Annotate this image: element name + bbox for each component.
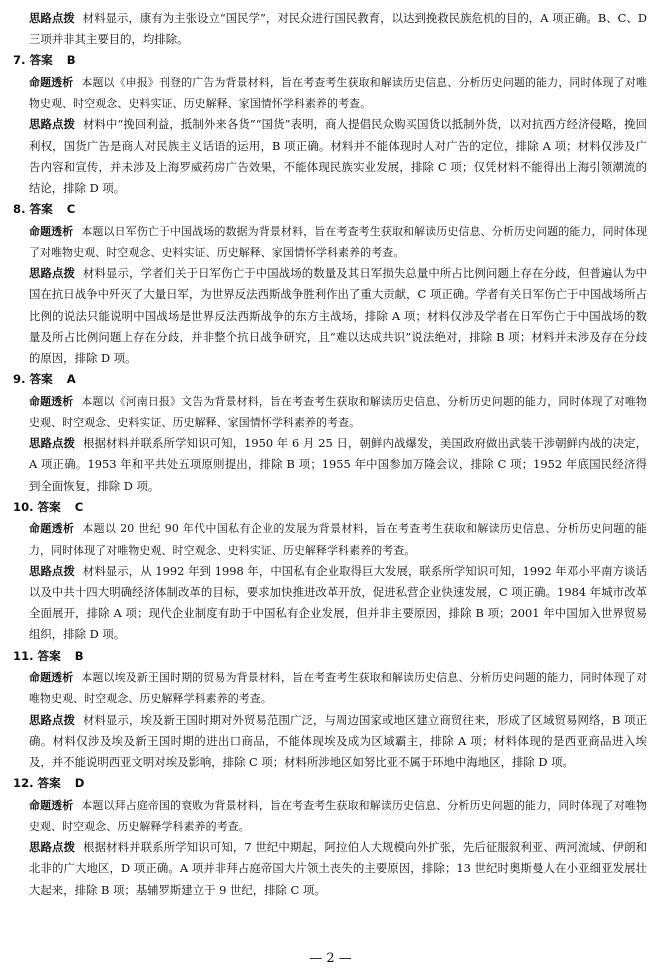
hint-para: [13, 837, 647, 901]
analysis-para: [13, 221, 647, 263]
question-number: 11.: [13, 648, 34, 663]
answer-line: [13, 773, 647, 795]
answer-line: [13, 369, 647, 391]
analysis-text: 本题以拜占庭帝国的衰败为背景材料，旨在考查考生获取和解读历史信息、分析历史问题的能力，同时体现了对唯物史观、时空观念、历史解释学科素养的考查。: [29, 798, 647, 834]
hint-para: [13, 561, 647, 646]
analysis-label: 命题透析: [29, 671, 74, 685]
answer-label: 答案: [29, 202, 53, 217]
hint-text: 材料中“挽回利益，抵制外来各货”“国货”表明，商人提倡民众购买国货以抵制外货，以对抗西方经济侵略，挽回利权，国货广告是商人对民族主义话语的运用，B 项正确。材料并不能体现时人对广告的定位，排除 A 项；材料仅涉及广告内容和宣传，并未涉及上海罗威药房广告效果，不能体现民族实业发展，排除 C 项；仅凭材料不能得出上海引领潮流的结论，排除 D 项。: [29, 117, 647, 196]
hint-label: 思路点拨: [29, 266, 76, 281]
question-12: [13, 773, 647, 901]
analysis-label: 命题透析: [29, 224, 74, 238]
analysis-label: 命题透析: [29, 76, 74, 89]
analysis-para: [13, 795, 647, 837]
answer-choice: A: [66, 372, 76, 387]
analysis-text: 本题以《申报》刊登的广告为背景材料，旨在考查考生获取和解读历史信息、分析历史问题的能力，同时体现了对唯物史观、时空观念、史料实证、历史解释、家国情怀学科素养的考查。: [29, 76, 647, 111]
question-number: 12.: [13, 776, 34, 791]
analysis-para: [13, 391, 647, 433]
hint-para: [13, 263, 647, 369]
question-9: [13, 369, 647, 497]
page-number: — 2 —: [309, 951, 352, 966]
hint-text: 材料显示，从 1992 年到 1998 年，中国私有企业取得巨大发展，联系所学知识可知，1992 年邓小平南方谈话以及中共十四大明确经济体制改革的目标，要求加快推进改革开放，促进私营企业快速发展，C 项正确。1984 年城市改革全面展开，排除 A 项；现代企业制度有助于中国私有企业发展，但并非主要原因，排除 B 项；2001 年中国加入世界贸易组织，排除 D 项。: [29, 563, 647, 642]
analysis-para: [13, 667, 647, 709]
hint-para: [13, 710, 647, 774]
hint-para: [13, 433, 647, 497]
hint-text: 根据材料并联系所学知识可知，1950 年 6 月 25 日，朝鲜内战爆发，美国政府做出武装干涉朝鲜内战的决定，A 项正确。1953 年和平共处五项原则提出，排除 B 项；1955 年中国参加万隆会议，排除 C 项；1952 年底国民经济得到全面恢复，排除 D 项。: [29, 436, 647, 493]
analysis-para: [13, 518, 647, 560]
hint-label: 思路点拨: [29, 840, 76, 855]
answer-choice: C: [66, 202, 76, 217]
hint-label: 思路点拨: [29, 712, 75, 727]
answer-label: 答案: [37, 648, 61, 663]
hint-para: [13, 114, 647, 199]
question-11: [13, 646, 647, 774]
question-number: 7.: [13, 53, 26, 68]
answer-choice: C: [74, 499, 84, 514]
answer-label: 答案: [37, 499, 61, 514]
question-7: [13, 50, 647, 199]
hint-label: 思路点拨: [29, 563, 75, 578]
answer-line: [13, 50, 647, 72]
answer-line: [13, 646, 647, 668]
hint-label: 思路点拨: [29, 11, 75, 25]
answer-line: [13, 497, 647, 519]
answer-label: 答案: [29, 372, 53, 387]
analysis-label: 命题透析: [29, 522, 75, 536]
question-8: [13, 199, 647, 369]
answer-label: 答案: [29, 53, 53, 68]
hint-text: 材料显示，埃及新王国时期对外贸易范围广泛，与周边国家或地区建立商贸往来，形成了区域贸易网络，B 项正确。材料仅涉及埃及新王国时期的进出口商品，不能体现埃及成为区域霸主，排除 A 项；材料体现的是西亚商品进入埃及，并不能说明西亚文明对埃及影响，排除 C 项；材料所涉地区如努比亚不属于环地中海地区，排除 D 项。: [29, 712, 647, 770]
hint-label: 思路点拨: [29, 436, 76, 451]
hint-label: 思路点拨: [29, 117, 75, 132]
question-number: 9.: [13, 372, 26, 387]
analysis-text: 本题以 20 世纪 90 年代中国私有企业的发展为背景材料，旨在考查考生获取和解读历史信息、分析历史问题的能力，同时体现了对唯物史观、时空观念、史料实证、历史解释学科素养的考查。: [29, 522, 647, 557]
answer-line: [13, 199, 647, 221]
analysis-text: 本题以日军伤亡于中国战场的数据为背景材料，旨在考查考生获取和解读历史信息、分析历史问题的能力，同时体现了对唯物史观、时空观念、史料实证、历史解释、家国情怀学科素养的考查。: [29, 224, 647, 260]
answer-choice: D: [74, 776, 85, 791]
answer-label: 答案: [37, 776, 61, 791]
question-number: 8.: [13, 202, 26, 217]
analysis-text: 本题以《河南日报》文告为背景材料，旨在考查考生获取和解读历史信息、分析历史问题的能力，同时体现了对唯物史观、时空观念、史料实证、历史解释、家国情怀学科素养的考查。: [29, 394, 647, 430]
analysis-label: 命题透析: [29, 798, 74, 812]
intro-hint: [13, 8, 647, 50]
analysis-text: 本题以埃及新王国时期的贸易为背景材料，旨在考查考生获取和解读历史信息、分析历史问题的能力，同时体现了对唯物史观、时空观念、历史解释学科素养的考查。: [29, 671, 647, 706]
hint-text: 材料显示，学者们关于日军伤亡于中国战场的数量及其日军损失总量中所占比例问题上存在分歧，但普遍认为中国在抗日战争中歼灭了大量日军，为世界反法西斯战争胜利作出了重大贡献，C 项正确。学者有关日军伤亡于中国战场所占比例的说法只能说明中国战场是世界反法西斯战争的东方主战场，排除 A 项；材料仅涉及学者在日军伤亡于中国战场的数量及所占比例问题上存在分歧，并非整个抗日战争研究，且“难以达成共识”说法绝对，排除 B 项；材料并未涉及存在分歧的原因，排除 D 项。: [29, 266, 647, 366]
question-10: [13, 497, 647, 646]
question-number: 10.: [13, 499, 34, 514]
intro-hint-text: 材料显示，康有为主张设立“国民学”，对民众进行国民教育，以达到挽救民族危机的目的，A 项正确。B、C、D 三项并非其主要目的，均排除。: [29, 11, 647, 47]
hint-text: 根据材料并联系所学知识可知，7 世纪中期起，阿拉伯人大规模向外扩张，先后征服叙利亚、两河流域、伊朗和北非的广大地区，D 项正确。A 项并非拜占庭帝国大片领土丧失的主要原因，排除；13 世纪时奥斯曼人在小亚细亚发展壮大起来，排除 B 项；基辅罗斯建立于 9 世纪，排除 C 项。: [29, 840, 647, 897]
analysis-label: 命题透析: [29, 394, 74, 408]
answer-choice: B: [66, 53, 76, 68]
analysis-para: [13, 72, 647, 114]
answer-choice: B: [74, 648, 84, 663]
